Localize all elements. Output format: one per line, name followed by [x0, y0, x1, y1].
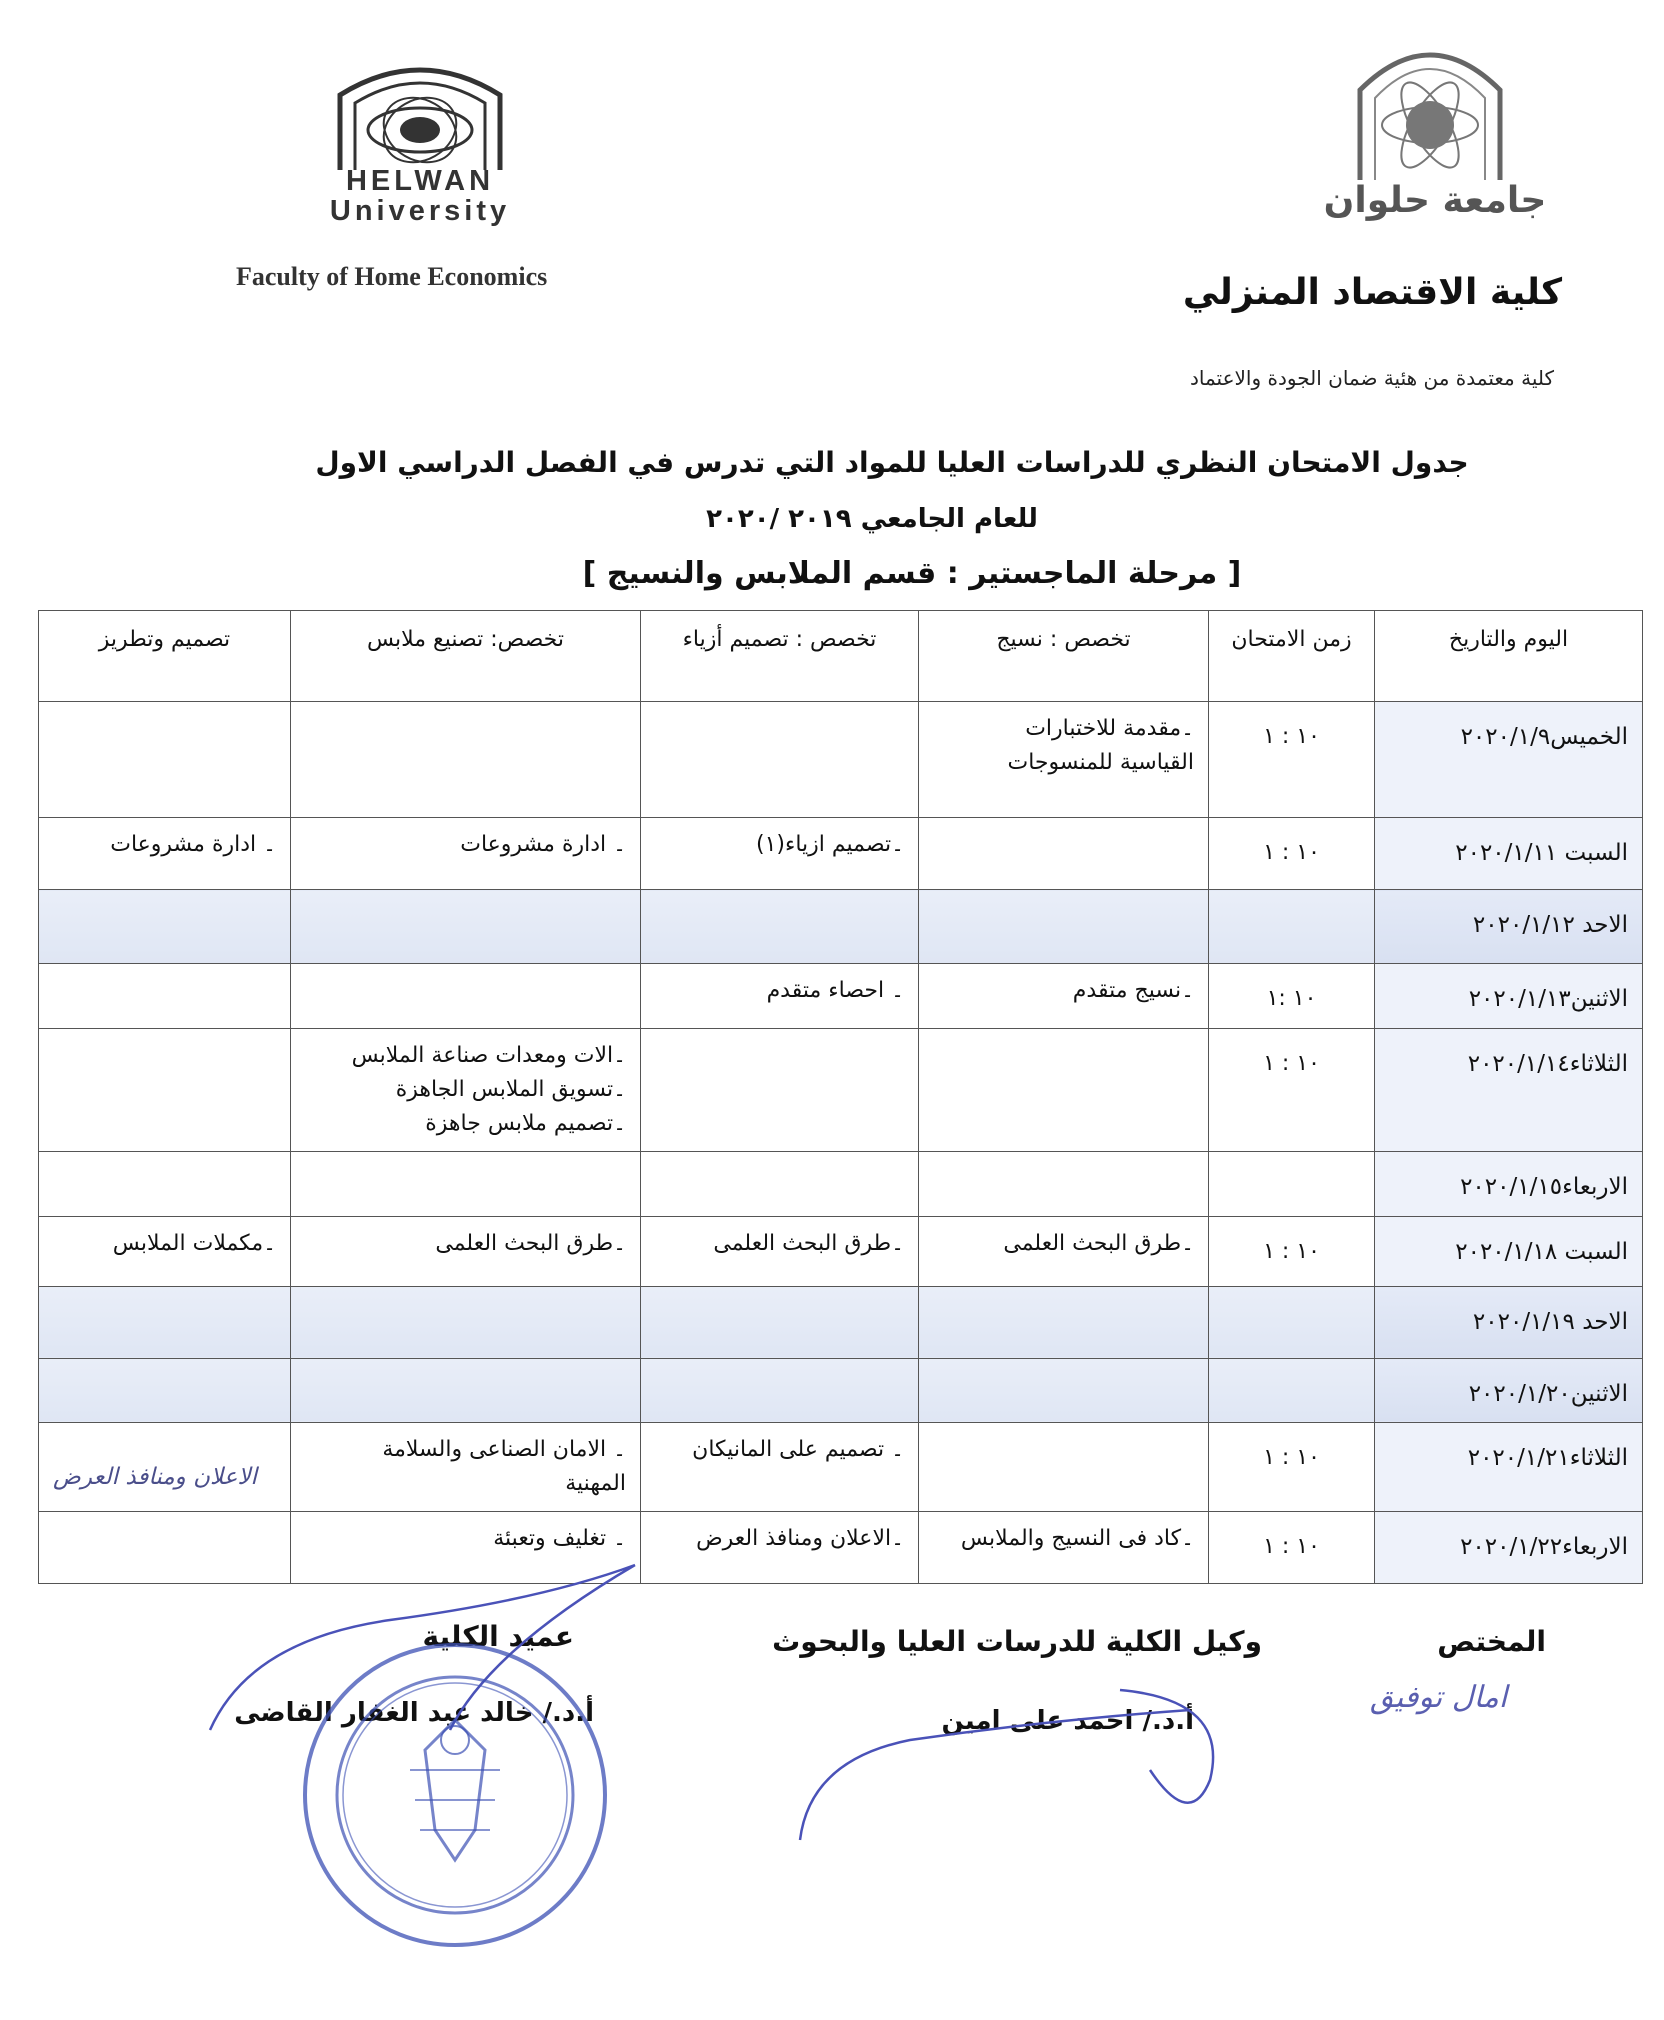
subject-text: ۔مقدمة للاختبارات القياسية للمنسوجات	[1007, 716, 1194, 776]
fashion-cell: ۔تصميم ازياء(١)	[641, 818, 919, 890]
time-cell	[1209, 890, 1375, 964]
garment-cell	[291, 1358, 641, 1423]
day-cell: الاحد ٢٠٢٠/١/١٢	[1375, 890, 1643, 964]
time-cell	[1209, 1358, 1375, 1423]
dean-label: عميد الكلية	[422, 1620, 574, 1653]
textiles-cell	[919, 1358, 1209, 1423]
embroidery-cell	[39, 890, 291, 964]
specialist-signature: امال توفيق	[1370, 1680, 1508, 1715]
garment-cell: ۔ تغليف وتعبئة	[291, 1512, 641, 1584]
garment-cell	[291, 1151, 641, 1216]
academic-year: للعام الجامعي ٢٠١٩ /٢٠٢٠	[706, 504, 1038, 534]
day-cell: السبت ٢٠٢٠/١/١١	[1375, 818, 1643, 890]
time-cell: ١٠ : ١	[1209, 1423, 1375, 1512]
table-row	[39, 818, 1643, 890]
table-header-row	[39, 611, 1643, 702]
garment-cell	[291, 702, 641, 818]
embroidery-cell	[39, 1358, 291, 1423]
time-cell: ١٠ : ١	[1209, 818, 1375, 890]
garment-cell	[291, 964, 641, 1029]
embroidery-cell	[39, 1151, 291, 1216]
time-cell: ١٠ : ١	[1209, 1028, 1375, 1151]
header-garment-manufacturing: تخصص: تصنيع ملابس	[291, 611, 641, 702]
fashion-cell	[641, 1151, 919, 1216]
table-row	[39, 1216, 1643, 1286]
fashion-cell	[641, 1028, 919, 1151]
fashion-cell: ۔طرق البحث العلمى	[641, 1216, 919, 1286]
exam-schedule-table	[38, 610, 1643, 1584]
faculty-name-ar: كلية الاقتصاد المنزلي	[1182, 272, 1562, 313]
schedule-title: جدول الامتحان النظري للدراسات العليا للمواد التي تدرس في الفصل الدراسي الاول	[315, 446, 1469, 479]
time-cell: ١٠ : ١	[1209, 702, 1375, 818]
fashion-cell	[641, 1358, 919, 1423]
university-name-ar: جامعة حلوان	[1323, 180, 1547, 221]
textiles-cell	[919, 1151, 1209, 1216]
fashion-cell	[641, 1286, 919, 1358]
time-cell	[1209, 1286, 1375, 1358]
textiles-cell	[919, 702, 1209, 818]
handwritten-note: الاعلان ومنافذ العرض	[53, 1464, 257, 1490]
university-name-en-line2: University	[329, 195, 511, 228]
day-cell: الاثنين٢٠٢٠/١/٢٠	[1375, 1358, 1643, 1423]
day-cell: الاربعاء٢٠٢٠/١/١٥	[1375, 1151, 1643, 1216]
embroidery-cell	[39, 702, 291, 818]
embroidery-cell	[39, 964, 291, 1029]
header-day-date: اليوم والتاريخ	[1375, 611, 1643, 702]
fashion-cell: ۔ تصميم على المانيكان	[641, 1423, 919, 1512]
textiles-cell: ۔نسيج متقدم	[919, 964, 1209, 1029]
textiles-cell	[919, 818, 1209, 890]
day-cell: الاربعاء٢٠٢٠/١/٢٢	[1375, 1512, 1643, 1584]
embroidery-cell: ۔ ادارة مشروعات	[39, 818, 291, 890]
header-design-embroidery: تصميم وتطريز	[39, 611, 291, 702]
garment-cell: ۔طرق البحث العلمى	[291, 1216, 641, 1286]
table-row	[39, 1151, 1643, 1216]
program-department: [ مرحلة الماجستير : قسم الملابس والنسيج ]	[582, 556, 1242, 591]
vice-dean-label: وكيل الكلية للدرسات العليا والبحوث	[772, 1625, 1262, 1658]
faculty-name-en: Faculty of Home Economics	[236, 262, 548, 291]
garment-cell	[291, 1423, 641, 1512]
header-exam-time: زمن الامتحان	[1209, 611, 1375, 702]
table-row	[39, 1358, 1643, 1423]
textiles-cell	[919, 1423, 1209, 1512]
fashion-cell: ۔الاعلان ومنافذ العرض	[641, 1512, 919, 1584]
textiles-cell	[919, 890, 1209, 964]
textiles-cell	[919, 1286, 1209, 1358]
subject-text: ۔ الامان الصناعى والسلامة المهنية	[382, 1437, 626, 1497]
table-row	[39, 1286, 1643, 1358]
table-row	[39, 964, 1643, 1029]
fashion-cell	[641, 890, 919, 964]
garment-cell	[291, 1286, 641, 1358]
day-cell: الثلاثاء٢٠٢٠/١/١٤	[1375, 1028, 1643, 1151]
specialist-label: المختص	[1437, 1625, 1546, 1658]
header-fashion-design: تخصص : تصميم أزياء	[641, 611, 919, 702]
header-textiles: تخصص : نسيج	[919, 611, 1209, 702]
garment-cell: ۔ ادارة مشروعات	[291, 818, 641, 890]
university-name-en	[300, 166, 540, 227]
table-row	[39, 1028, 1643, 1151]
time-cell: ١٠ :١	[1209, 964, 1375, 1029]
vice-dean-signature	[790, 1670, 1270, 1850]
vice-dean-name: أ.د./ احمد على امين	[941, 1706, 1194, 1736]
table-row	[39, 890, 1643, 964]
university-name-en-line1: HELWAN	[345, 165, 495, 197]
textiles-cell	[919, 1028, 1209, 1151]
dean-name: أ.د./ خالد عبد الغفار القاضى	[234, 1698, 594, 1728]
fashion-cell	[641, 702, 919, 818]
day-cell: السبت ٢٠٢٠/١/١٨	[1375, 1216, 1643, 1286]
subject-text: ۔الات ومعدات صناعة الملابس ۔تسويق الملابس الجاهزة ۔تصميم ملابس جاهزة	[351, 1042, 626, 1136]
time-cell: ١٠ : ١	[1209, 1512, 1375, 1584]
day-cell: الثلاثاء٢٠٢٠/١/٢١	[1375, 1423, 1643, 1512]
time-cell: ١٠ : ١	[1209, 1216, 1375, 1286]
accreditation-note: كلية معتمدة من هئية ضمان الجودة والاعتماد	[1189, 366, 1554, 390]
day-cell: الاثنين٢٠٢٠/١/١٣	[1375, 964, 1643, 1029]
day-cell: الخميس٢٠٢٠/١/٩	[1375, 702, 1643, 818]
embroidery-cell: ۔مكملات الملابس	[39, 1216, 291, 1286]
embroidery-cell	[39, 1028, 291, 1151]
fashion-cell: ۔ احصاء متقدم	[641, 964, 919, 1029]
time-cell	[1209, 1151, 1375, 1216]
day-cell: الاحد ٢٠٢٠/١/١٩	[1375, 1286, 1643, 1358]
embroidery-cell	[39, 1286, 291, 1358]
garment-cell	[291, 1028, 641, 1151]
textiles-cell: ۔طرق البحث العلمى	[919, 1216, 1209, 1286]
faculty-stamp	[290, 1630, 620, 1960]
textiles-cell: ۔كاد فى النسيج والملابس	[919, 1512, 1209, 1584]
table-row	[39, 702, 1643, 818]
garment-cell	[291, 890, 641, 964]
